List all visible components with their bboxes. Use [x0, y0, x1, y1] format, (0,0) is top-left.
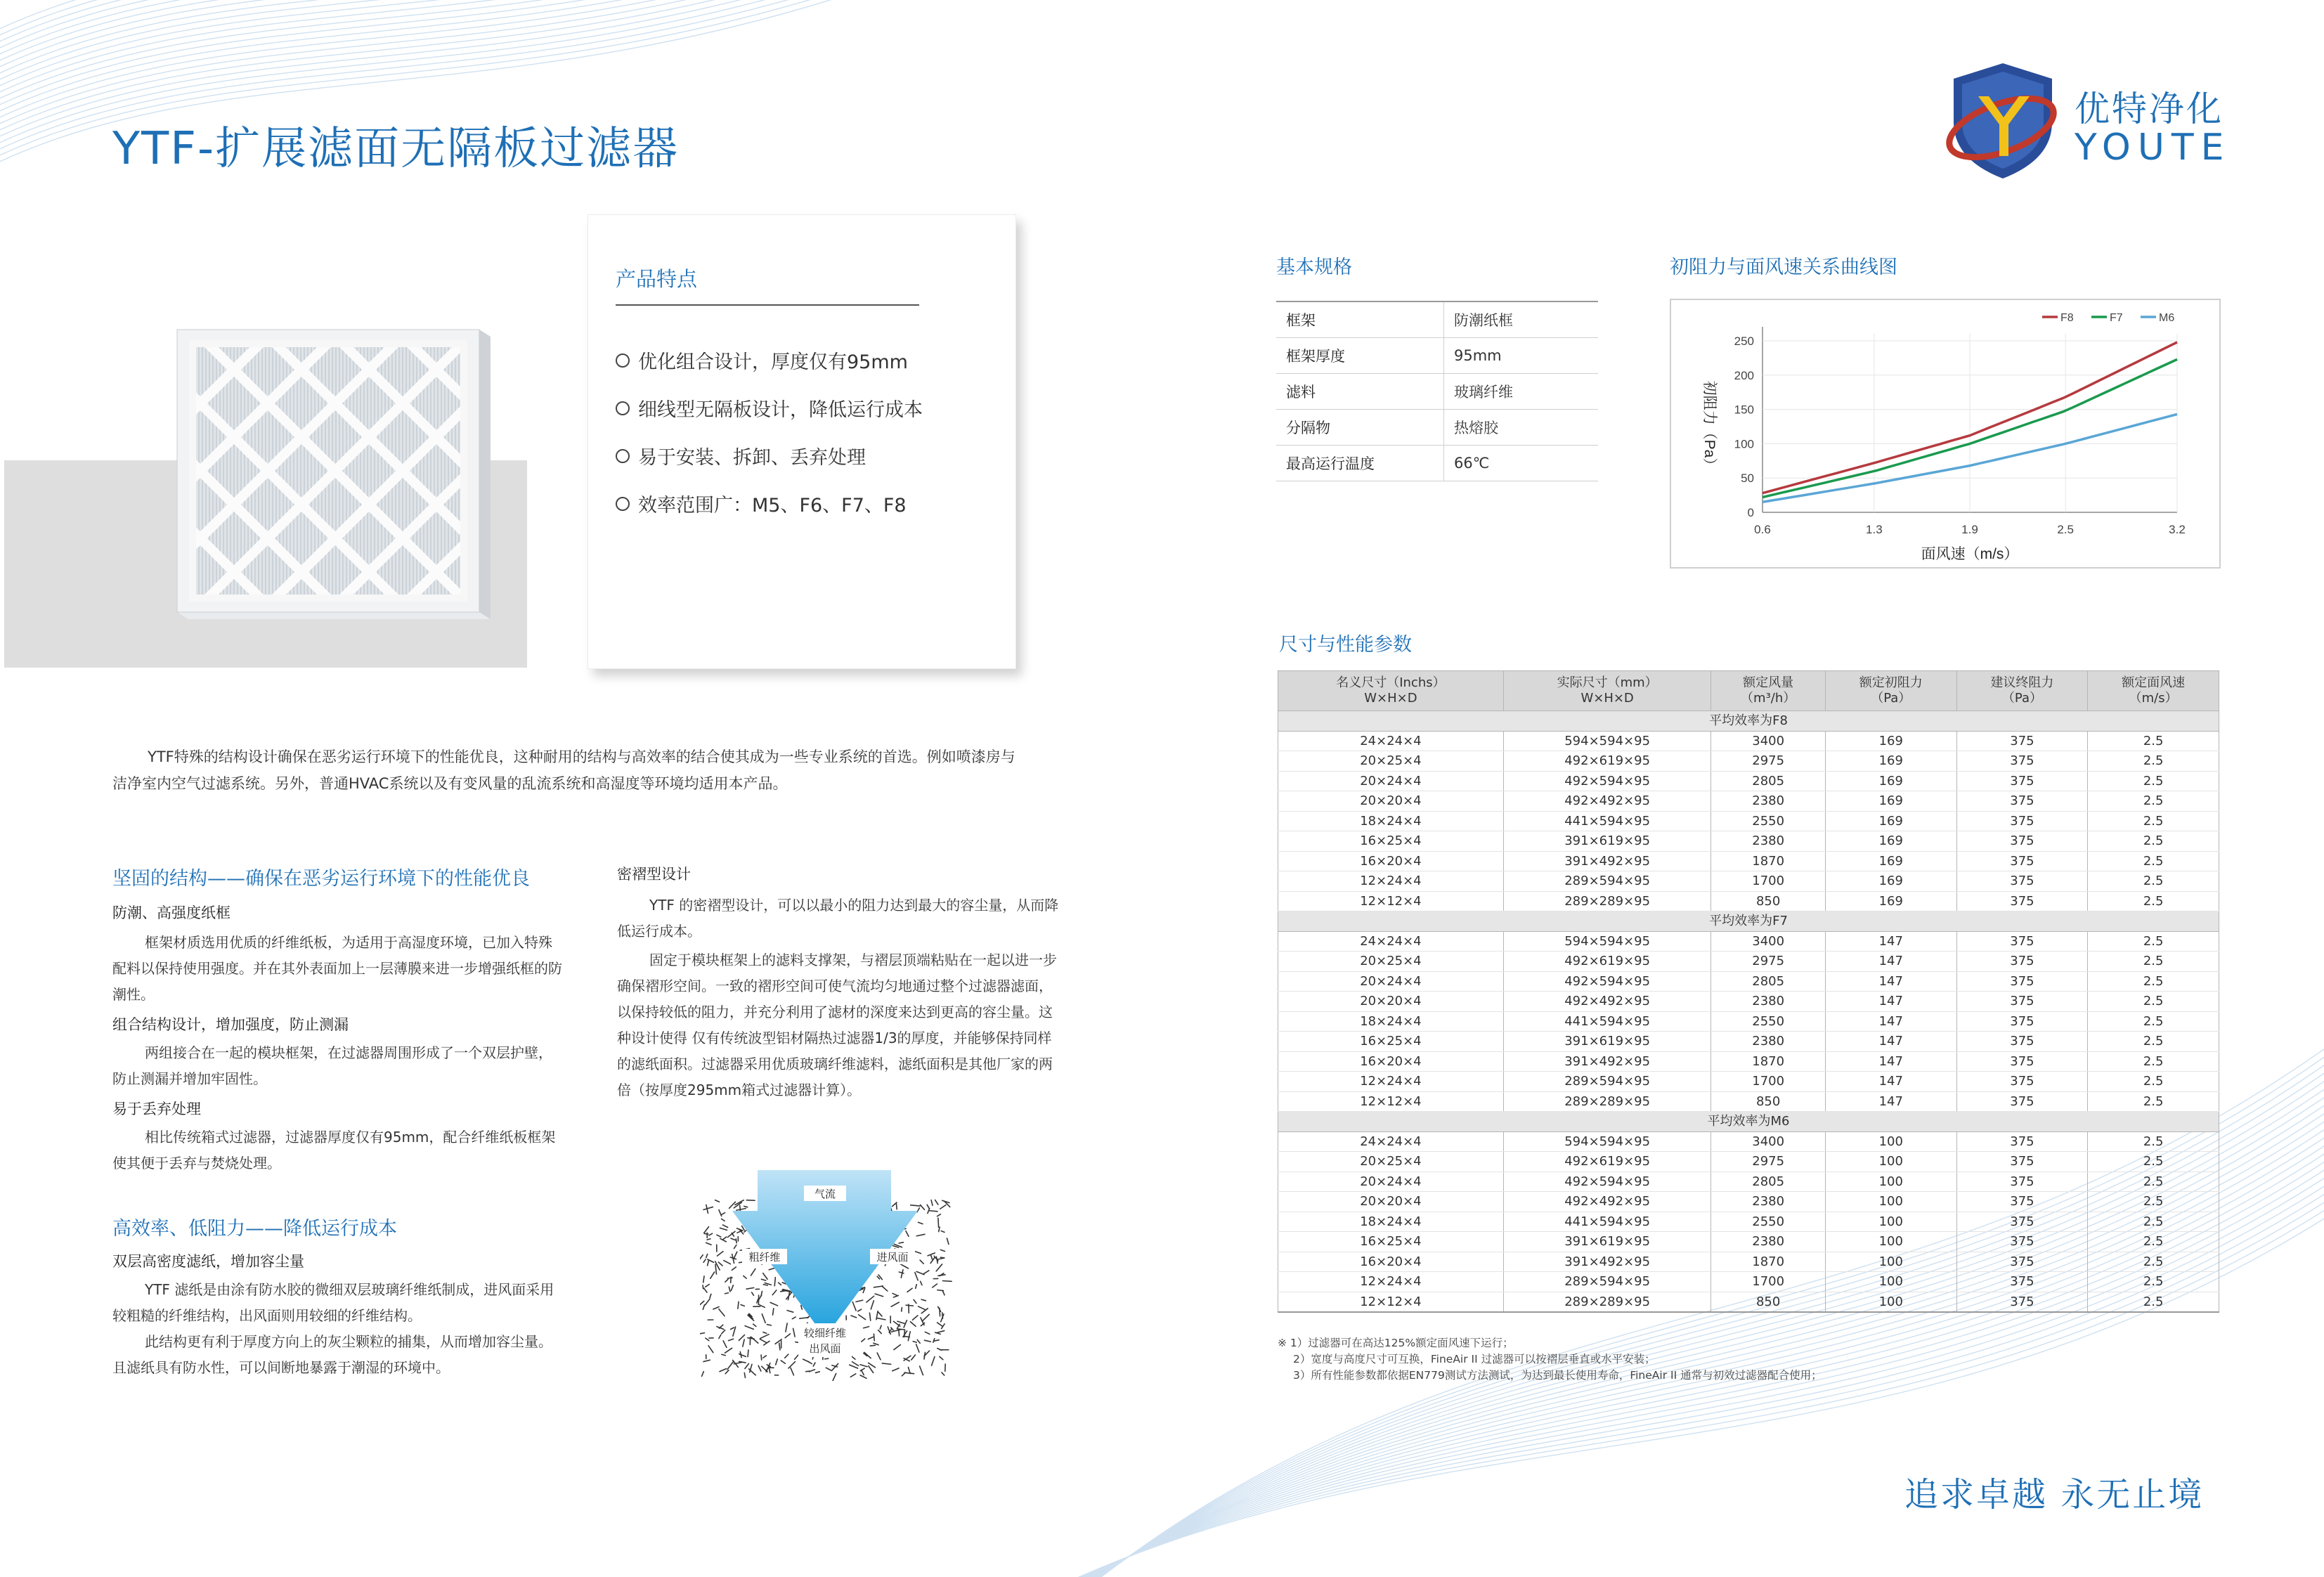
table-cell: 492×619×95: [1503, 751, 1711, 772]
table-cell: 375: [1956, 751, 2088, 772]
table-cell: 594×594×95: [1503, 1131, 1711, 1152]
table-cell: 12×24×4: [1278, 871, 1504, 892]
spec-row: [1276, 301, 1598, 338]
chart-frame: [1670, 299, 2221, 569]
table-cell: 147: [1825, 1011, 1956, 1032]
table-cell: 594×594×95: [1503, 731, 1711, 751]
table-cell: 289×594×95: [1503, 871, 1711, 892]
structure-section: [112, 863, 562, 1176]
legend-label: F8: [2060, 312, 2074, 324]
table-row: [1278, 971, 2219, 992]
table-cell: 375: [1956, 1212, 2088, 1232]
table-cell: 2805: [1711, 1172, 1826, 1192]
y-tick-label: 250: [1734, 335, 1754, 348]
table-cell: 375: [1956, 771, 2088, 791]
column-header: 额定面风速 （m/s）: [2088, 671, 2219, 711]
table-cell: 2380: [1711, 831, 1826, 852]
table-cell: 147: [1825, 931, 1956, 952]
subheading: 易于丢弃处理: [112, 1101, 201, 1117]
table-cell: 100: [1825, 1131, 1956, 1152]
table-cell: 2805: [1711, 971, 1826, 992]
table-cell: 24×24×4: [1278, 1131, 1504, 1152]
table-cell: 2380: [1711, 992, 1826, 1012]
table-cell: 20×20×4: [1278, 1192, 1504, 1212]
x-axis-label: 面风速（m/s）: [1921, 546, 2019, 562]
table-row: [1278, 1292, 2219, 1312]
table-cell: 441×594×95: [1503, 811, 1711, 831]
table-cell: 169: [1825, 811, 1956, 831]
table-cell: 12×12×4: [1278, 891, 1504, 911]
diagram-label-airflow: 气流: [814, 1188, 836, 1200]
table-cell: 2.5: [2088, 1091, 2219, 1112]
table-cell: 492×594×95: [1503, 1172, 1711, 1192]
y-tick-label: 200: [1734, 368, 1754, 382]
table-cell: 169: [1825, 831, 1956, 852]
table-cell: 100: [1825, 1292, 1956, 1312]
table-cell: 100: [1825, 1272, 1956, 1292]
table-cell: 3400: [1711, 1131, 1826, 1152]
table-cell: 16×25×4: [1278, 1032, 1504, 1052]
note-line: 2）宽度与高度尺寸可互换，FineAir II 过滤器可以按褶层垂直或水平安装；: [1293, 1353, 1656, 1365]
table-cell: 147: [1825, 1091, 1956, 1112]
subheading: 防潮、高强度纸框: [112, 904, 231, 921]
table-cell: 492×492×95: [1503, 992, 1711, 1012]
table-cell: 147: [1825, 1032, 1956, 1052]
table-row: [1278, 1072, 2219, 1092]
spec-row: [1276, 446, 1598, 481]
table-cell: 2.5: [2088, 1131, 2219, 1152]
table-cell: 289×594×95: [1503, 1272, 1711, 1292]
table-cell: 2.5: [2088, 971, 2219, 992]
table-cell: 2.5: [2088, 811, 2219, 831]
table-cell: 16×20×4: [1278, 1051, 1504, 1072]
table-cell: 375: [1956, 971, 2088, 992]
table-cell: 2.5: [2088, 1172, 2219, 1192]
bullet-circle-icon: [616, 497, 630, 511]
table-cell: 2.5: [2088, 1252, 2219, 1272]
table-cell: 492×619×95: [1503, 952, 1711, 972]
y-tick-label: 100: [1734, 437, 1754, 451]
table-cell: 147: [1825, 952, 1956, 972]
column-header: 额定风量 （m³/h）: [1711, 671, 1826, 711]
x-tick-label: 0.6: [1754, 523, 1771, 536]
diagram-label-inlet: 进风面: [876, 1251, 909, 1264]
perf-title: 尺寸与性能参数: [1279, 634, 1412, 656]
spec-key: 分隔物: [1276, 410, 1444, 446]
table-cell: 375: [1956, 1011, 2088, 1032]
table-cell: 375: [1956, 831, 2088, 852]
logo-english-name: YOUTE: [2075, 126, 2231, 169]
table-row: [1278, 1172, 2219, 1192]
table-cell: 850: [1711, 891, 1826, 911]
bullet-circle-icon: [616, 449, 630, 463]
y-tick-label: 50: [1741, 472, 1754, 486]
table-cell: 289×594×95: [1503, 1072, 1711, 1092]
diagram-label-coarse: 粗纤维: [748, 1251, 781, 1264]
table-cell: 169: [1825, 851, 1956, 871]
table-row: [1278, 1232, 2219, 1252]
table-cell: 375: [1956, 1252, 2088, 1272]
table-cell: 2.5: [2088, 992, 2219, 1012]
table-cell: 375: [1956, 811, 2088, 831]
table-cell: 100: [1825, 1232, 1956, 1252]
table-row: [1278, 1272, 2219, 1292]
table-cell: 594×594×95: [1503, 931, 1711, 952]
note-line: 3）所有性能参数都依据EN779测试方法测试，为达到最长使用寿命，FineAir II 通常与初效过滤器配合使用；: [1293, 1369, 1822, 1382]
table-cell: 1870: [1711, 1252, 1826, 1272]
column-header: 额定初阻力 （Pa）: [1825, 671, 1956, 711]
table-row: [1278, 771, 2219, 791]
table-cell: 375: [1956, 1051, 2088, 1072]
table-row: [1278, 1091, 2219, 1112]
table-cell: 24×24×4: [1278, 931, 1504, 952]
spec-value: 95mm: [1444, 338, 1599, 374]
table-cell: 20×24×4: [1278, 971, 1504, 992]
table-group-row: [1278, 711, 2219, 732]
table-cell: 2380: [1711, 1032, 1826, 1052]
table-cell: 100: [1825, 1252, 1956, 1272]
table-row: [1278, 811, 2219, 831]
table-cell: 169: [1825, 791, 1956, 812]
group-label: 平均效率为M6: [1278, 1112, 2219, 1132]
table-cell: 2380: [1711, 1192, 1826, 1212]
section-title-efficiency: 高效率、低阻力——降低运行成本: [112, 1218, 397, 1240]
paragraph: 相比传统箱式过滤器，过滤器厚度仅有95mm，配合纤维纸板框架使其便于丢弃与焚烧处理。: [112, 1129, 556, 1172]
feature-item: 优化组合设计，厚度仅有95mm: [616, 339, 923, 387]
table-row: [1278, 1011, 2219, 1032]
table-cell: 375: [1956, 731, 2088, 751]
resistance-velocity-chart: [1671, 300, 2219, 567]
table-row: [1278, 1212, 2219, 1232]
table-cell: 16×25×4: [1278, 1232, 1504, 1252]
table-row: [1278, 731, 2219, 751]
table-cell: 12×24×4: [1278, 1072, 1504, 1092]
table-cell: 2975: [1711, 1152, 1826, 1172]
table-cell: 492×594×95: [1503, 971, 1711, 992]
table-row: [1278, 992, 2219, 1012]
table-cell: 100: [1825, 1172, 1956, 1192]
table-cell: 2.5: [2088, 1011, 2219, 1032]
table-cell: 289×289×95: [1503, 891, 1711, 911]
table-row: [1278, 1252, 2219, 1272]
filter-product-image: [169, 320, 506, 629]
x-tick-label: 3.2: [2169, 523, 2186, 536]
table-cell: 2380: [1711, 791, 1826, 812]
section-title-structure: 坚固的结构——确保在恶劣运行环境下的性能优良: [112, 868, 530, 890]
table-cell: 391×619×95: [1503, 1232, 1711, 1252]
y-axis-label: 初阻力（Pa）: [1701, 380, 1718, 473]
bullet-circle-icon: [616, 353, 630, 368]
table-row: [1278, 871, 2219, 892]
spec-key: 滤料: [1276, 374, 1444, 410]
table-cell: 20×24×4: [1278, 1172, 1504, 1192]
table-cell: 2.5: [2088, 771, 2219, 791]
table-cell: 492×594×95: [1503, 771, 1711, 791]
paragraph: YTF 滤纸是由涂有防水胶的微细双层玻璃纤维纸制成，进风面采用较粗糙的纤维结构，出风面则用较细的纤维结构。: [112, 1281, 554, 1324]
feature-item: 细线型无隔板设计，降低运行成本: [616, 387, 923, 434]
table-cell: 2.5: [2088, 1051, 2219, 1072]
spec-value: 66℃: [1444, 446, 1599, 481]
table-cell: 2.5: [2088, 931, 2219, 952]
feature-item: 易于安装、拆卸、丢弃处理: [616, 434, 923, 482]
performance-table: [1278, 670, 2219, 1313]
table-cell: 391×619×95: [1503, 1032, 1711, 1052]
table-cell: 2.5: [2088, 871, 2219, 892]
intro-paragraph: YTF特殊的结构设计确保在恶劣运行环境下的性能优良，这种耐用的结构与高效率的结合使其成为一些专业系统的首选。例如喷漆房与洁净室内空气过滤系统。另外，普通HVAC系统以及有变风量的乱流系统和高湿度等环境均适用本产品。: [112, 748, 1015, 792]
chart-title: 初阻力与面风速关系曲线图: [1670, 257, 1897, 278]
spec-row: [1276, 374, 1598, 410]
column-header: 实际尺寸（mm） W×H×D: [1503, 671, 1711, 711]
table-cell: 391×492×95: [1503, 1252, 1711, 1272]
table-cell: 1700: [1711, 871, 1826, 892]
feature-item: 效率范围广：M5、F6、F7、F8: [616, 482, 923, 530]
table-cell: 3400: [1711, 931, 1826, 952]
table-cell: 2.5: [2088, 751, 2219, 772]
page-title: YTF-扩展滤面无隔板过滤器: [112, 123, 680, 175]
table-row: [1278, 1051, 2219, 1072]
section-title-pleat: 密褶型设计: [617, 866, 691, 883]
spec-row: [1276, 338, 1598, 374]
table-cell: 2.5: [2088, 1152, 2219, 1172]
column-header: 名义尺寸（Inchs） W×H×D: [1278, 671, 1504, 711]
table-cell: 3400: [1711, 731, 1826, 751]
table-cell: 2.5: [2088, 1212, 2219, 1232]
table-cell: 492×492×95: [1503, 791, 1711, 812]
features-divider: [616, 304, 919, 306]
spec-value: 防潮纸框: [1444, 301, 1599, 338]
table-cell: 289×289×95: [1503, 1292, 1711, 1312]
table-cell: 375: [1956, 891, 2088, 911]
table-cell: 375: [1956, 791, 2088, 812]
table-cell: 2.5: [2088, 1192, 2219, 1212]
table-cell: 20×20×4: [1278, 791, 1504, 812]
bullet-circle-icon: [616, 401, 630, 415]
table-cell: 2.5: [2088, 1232, 2219, 1252]
table-cell: 18×24×4: [1278, 1212, 1504, 1232]
table-row: [1278, 1152, 2219, 1172]
table-header-row: [1278, 671, 2219, 711]
paragraph: 框架材质选用优质的纤维纸板，为适用于高湿度环境，已加入特殊配料以保持使用强度。并在其外表面加上一层薄膜来进一步增强纸框的防潮性。: [112, 934, 562, 1003]
x-tick-label: 1.9: [1961, 523, 1978, 536]
paragraph: 固定于模块框架上的滤料支撑架，与褶层顶端粘贴在一起以进一步确保褶形空间。一致的褶形空间可使气流均匀地通过整个过滤器滤面，以保持较低的阻力，并充分利用了滤材的深度来达到更高的容尘量。这种设计使得 仅有传统波型铝材隔热过滤器1/3的厚度，并能够保持同样的滤纸面积。过滤器采用优质玻璃纤维滤料，滤纸面积是其他厂家的两倍（按厚度295mm箱式过滤器计算）。: [617, 952, 1057, 1098]
table-row: [1278, 851, 2219, 871]
table-cell: 2.5: [2088, 1072, 2219, 1092]
table-cell: 147: [1825, 1051, 1956, 1072]
table-cell: 147: [1825, 1072, 1956, 1092]
table-cell: 2.5: [2088, 831, 2219, 852]
table-cell: 375: [1956, 931, 2088, 952]
table-cell: 391×492×95: [1503, 1051, 1711, 1072]
diagram-label-fine: 较细纤维: [803, 1327, 847, 1339]
table-cell: 375: [1956, 952, 2088, 972]
table-cell: 169: [1825, 731, 1956, 751]
table-cell: 375: [1956, 1192, 2088, 1212]
table-cell: 375: [1956, 1091, 2088, 1112]
y-tick-label: 150: [1734, 403, 1754, 417]
table-cell: 18×24×4: [1278, 1011, 1504, 1032]
table-cell: 169: [1825, 891, 1956, 911]
table-cell: 850: [1711, 1091, 1826, 1112]
table-cell: 375: [1956, 1172, 2088, 1192]
table-cell: 100: [1825, 1152, 1956, 1172]
legend-label: M6: [2159, 312, 2175, 324]
youte-shield-logo-icon: [1940, 58, 2066, 184]
table-cell: 375: [1956, 1032, 2088, 1052]
table-cell: 375: [1956, 992, 2088, 1012]
table-cell: 2550: [1711, 1212, 1826, 1232]
table-cell: 2.5: [2088, 891, 2219, 911]
table-cell: 20×20×4: [1278, 992, 1504, 1012]
table-row: [1278, 891, 2219, 911]
table-cell: 2.5: [2088, 952, 2219, 972]
table-row: [1278, 1032, 2219, 1052]
table-cell: 2.5: [2088, 851, 2219, 871]
table-cell: 375: [1956, 1072, 2088, 1092]
table-cell: 24×24×4: [1278, 731, 1504, 751]
table-cell: 20×25×4: [1278, 751, 1504, 772]
table-row: [1278, 791, 2219, 812]
table-cell: 2.5: [2088, 731, 2219, 751]
subheading: 双层高密度滤纸，增加容尘量: [112, 1253, 304, 1270]
table-cell: 391×492×95: [1503, 851, 1711, 871]
table-cell: 12×24×4: [1278, 1272, 1504, 1292]
note-line: ※ 1）过滤器可在高达125%额定面风速下运行；: [1278, 1337, 1514, 1349]
table-cell: 850: [1711, 1292, 1826, 1312]
table-cell: 375: [1956, 871, 2088, 892]
spec-key: 框架: [1276, 301, 1444, 338]
table-cell: 1870: [1711, 1051, 1826, 1072]
table-cell: 20×25×4: [1278, 952, 1504, 972]
y-tick-label: 0: [1747, 506, 1754, 519]
table-cell: 12×12×4: [1278, 1292, 1504, 1312]
table-cell: 375: [1956, 1232, 2088, 1252]
table-row: [1278, 1131, 2219, 1152]
table-cell: 147: [1825, 992, 1956, 1012]
table-cell: 2975: [1711, 751, 1826, 772]
table-cell: 20×25×4: [1278, 1152, 1504, 1172]
table-cell: 169: [1825, 871, 1956, 892]
spec-value: 玻璃纤维: [1444, 374, 1599, 410]
efficiency-section: [112, 1213, 562, 1381]
table-row: [1278, 1192, 2219, 1212]
spec-key: 框架厚度: [1276, 338, 1444, 374]
table-cell: 100: [1825, 1212, 1956, 1232]
table-cell: 20×24×4: [1278, 771, 1504, 791]
table-row: [1278, 751, 2219, 772]
column-header: 建议终阻力 （Pa）: [1956, 671, 2088, 711]
table-cell: 1870: [1711, 851, 1826, 871]
table-cell: 2.5: [2088, 791, 2219, 812]
table-cell: 492×492×95: [1503, 1192, 1711, 1212]
group-label: 平均效率为F8: [1278, 711, 2219, 732]
table-cell: 375: [1956, 1272, 2088, 1292]
table-cell: 2805: [1711, 771, 1826, 791]
table-cell: 2550: [1711, 811, 1826, 831]
spec-value: 热熔胶: [1444, 410, 1599, 446]
airflow-diagram: [700, 1170, 953, 1381]
table-row: [1278, 931, 2219, 952]
table-cell: 2.5: [2088, 1292, 2219, 1312]
table-cell: 18×24×4: [1278, 811, 1504, 831]
table-cell: 375: [1956, 851, 2088, 871]
spec-key: 最高运行温度: [1276, 446, 1444, 481]
features-title: 产品特点: [616, 267, 698, 291]
features-list: [616, 339, 923, 530]
table-cell: 16×20×4: [1278, 851, 1504, 871]
table-group-row: [1278, 911, 2219, 932]
table-cell: 2.5: [2088, 1272, 2219, 1292]
logo-chinese-name: 优特净化: [2075, 89, 2224, 129]
diagram-label-outlet: 出风面: [809, 1342, 841, 1355]
table-cell: 16×25×4: [1278, 831, 1504, 852]
table-cell: 375: [1956, 1131, 2088, 1152]
paragraph: 两组接合在一起的模块框架，在过滤器周围形成了一个双层护壁，防止测漏并增加牢固性。: [112, 1044, 552, 1087]
spec-row: [1276, 410, 1598, 446]
table-row: [1278, 952, 2219, 972]
x-tick-label: 1.3: [1866, 523, 1883, 536]
table-cell: 100: [1825, 1192, 1956, 1212]
spec-table: [1276, 301, 1598, 481]
table-notes: [1278, 1335, 1822, 1384]
table-cell: 147: [1825, 971, 1956, 992]
subheading: 组合结构设计，增加强度，防止测漏: [112, 1016, 349, 1033]
table-cell: 16×20×4: [1278, 1252, 1504, 1272]
table-cell: 169: [1825, 771, 1956, 791]
table-cell: 2550: [1711, 1011, 1826, 1032]
table-cell: 375: [1956, 1152, 2088, 1172]
table-cell: 2380: [1711, 1232, 1826, 1252]
paragraph: YTF 的密褶型设计，可以以最小的阻力达到最大的容尘量，从而降低运行成本。: [617, 897, 1059, 940]
table-group-row: [1278, 1112, 2219, 1132]
table-cell: 169: [1825, 751, 1956, 772]
paragraph: 此结构更有利于厚度方向上的灰尘颗粒的捕集，从而增加容尘量。且滤纸具有防水性，可以间断地暴露于潮湿的环境中。: [112, 1333, 552, 1376]
table-cell: 2.5: [2088, 1032, 2219, 1052]
legend-label: F7: [2110, 312, 2123, 324]
table-row: [1278, 831, 2219, 852]
table-cell: 2975: [1711, 952, 1826, 972]
table-cell: 289×289×95: [1503, 1091, 1711, 1112]
table-cell: 12×12×4: [1278, 1091, 1504, 1112]
table-cell: 1700: [1711, 1072, 1826, 1092]
spec-title: 基本规格: [1276, 257, 1352, 278]
table-cell: 441×594×95: [1503, 1212, 1711, 1232]
slogan: 追求卓越 永无止境: [1904, 1475, 2205, 1514]
table-cell: 1700: [1711, 1272, 1826, 1292]
group-label: 平均效率为F7: [1278, 911, 2219, 932]
pleat-design-section: [617, 863, 1063, 1103]
table-cell: 441×594×95: [1503, 1011, 1711, 1032]
table-cell: 375: [1956, 1292, 2088, 1312]
x-tick-label: 2.5: [2057, 523, 2074, 536]
table-cell: 492×619×95: [1503, 1152, 1711, 1172]
table-cell: 391×619×95: [1503, 831, 1711, 852]
